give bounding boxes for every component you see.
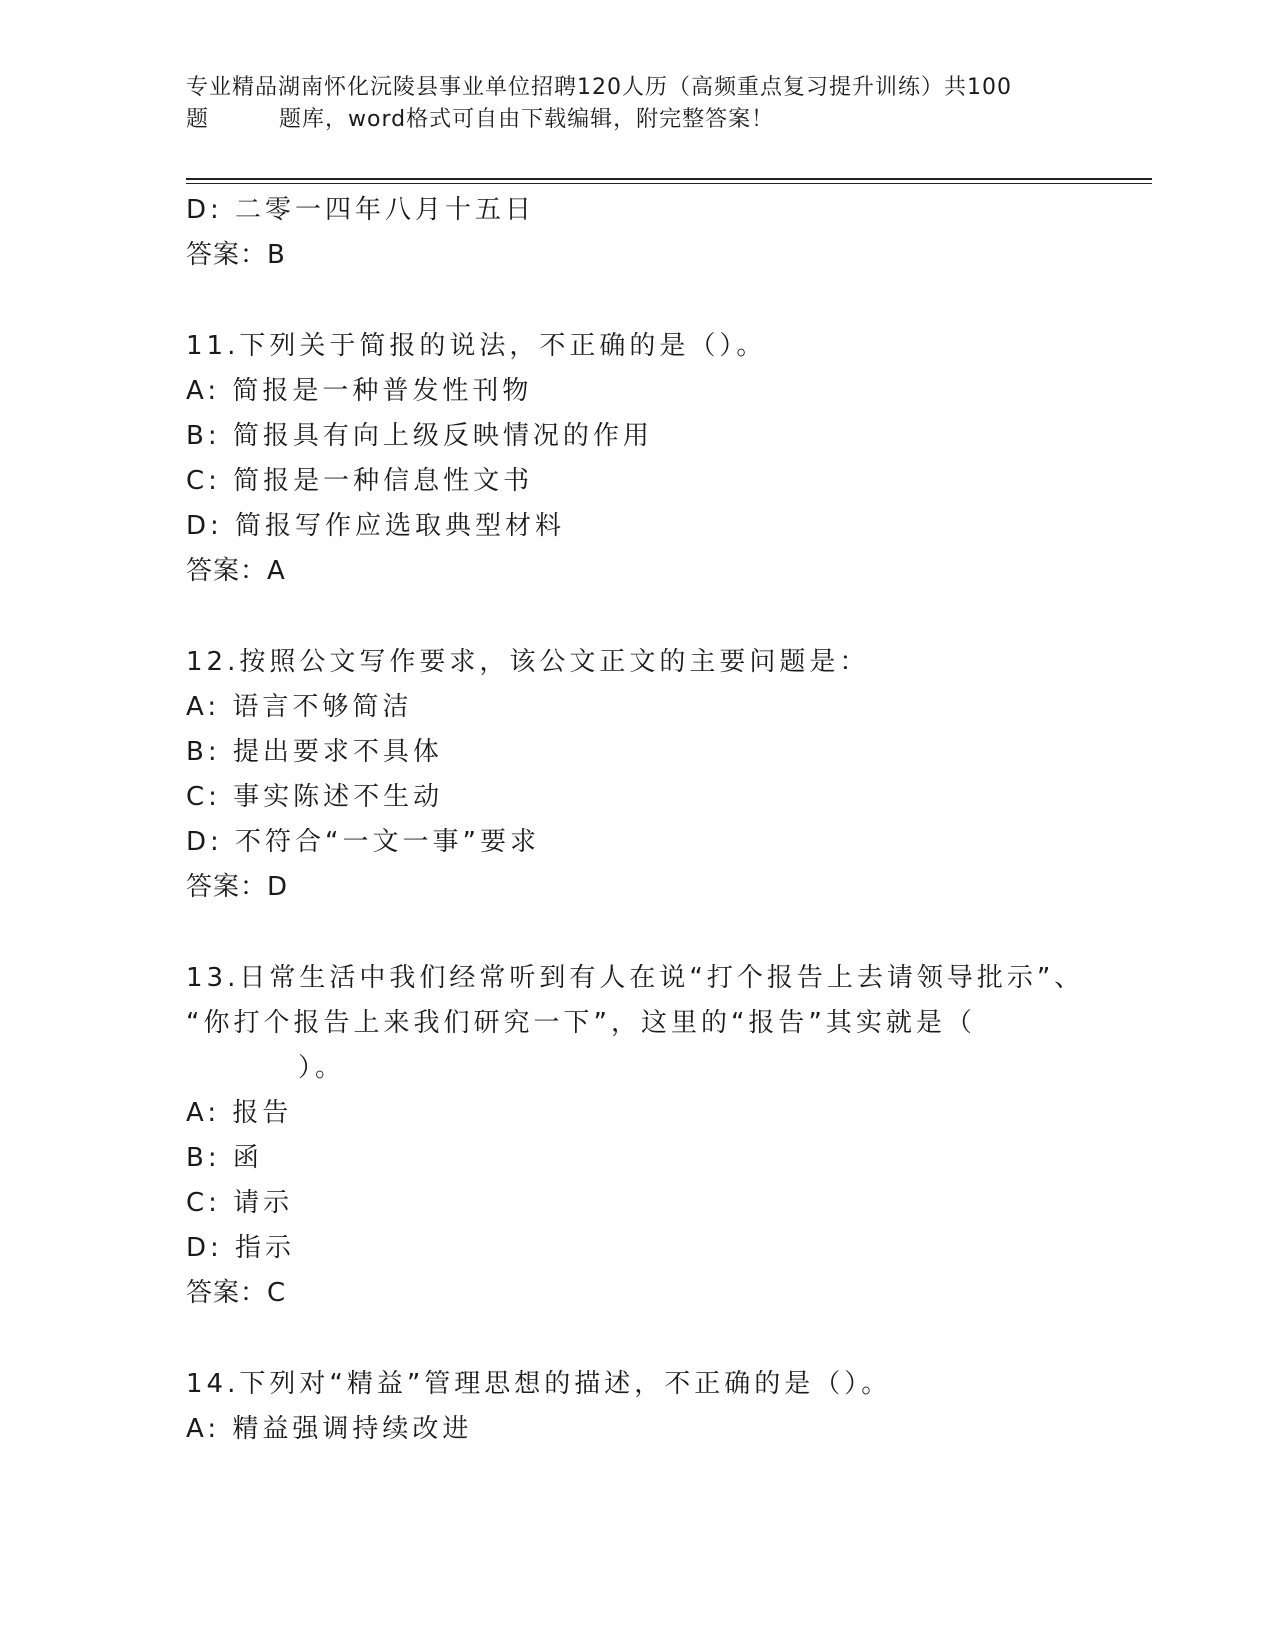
q12-answer: 答案：D [186,872,289,902]
q13-option-d: D: 指示 [186,1233,296,1263]
q13-option-a: A: 报告 [186,1098,293,1128]
q11-option-a: A: 简报是一种普发性刊物 [186,376,533,406]
q12-option-a: A: 语言不够简洁 [186,692,413,722]
q11-answer: 答案：A [186,556,286,586]
q11-option-b: B: 简报具有向上级反映情况的作用 [186,421,653,451]
header-line-1: 专业精品湖南怀化沅陵县事业单位招聘120人历（高频重点复习提升训练）共100 [186,75,1012,100]
q13-stem-line-3: ）。 [298,1053,346,1083]
q12-option-c: C: 事实陈述不生动 [186,782,444,812]
q14-stem: 14.下列对“精益”管理思想的描述，不正确的是（）。 [186,1369,892,1399]
q14-option-a: A: 精益强调持续改进 [186,1414,473,1444]
prev-option-d: D: 二零一四年八月十五日 [186,195,536,225]
header-rule-thick [186,178,1152,180]
q11-option-c: C: 简报是一种信息性文书 [186,466,534,496]
header-line-2 [186,104,1086,136]
header-line-2-rest: 题库，word格式可自由下载编辑，附完整答案！ [279,107,775,132]
q13-option-c: C: 请示 [186,1188,294,1218]
q11-option-d: D: 简报写作应选取典型材料 [186,511,566,541]
q12-option-d: D: 不符合“一文一事”要求 [186,827,540,857]
q13-option-b: B: 函 [186,1143,263,1173]
q13-answer: 答案：C [186,1278,287,1308]
page-header [186,72,1086,136]
q13-stem-line-2: “你打个报告上来我们研究一下”，这里的“报告”其实就是（ [186,1008,976,1038]
q13-stem-line-1: 13.日常生活中我们经常听到有人在说“打个报告上去请领导批示”、 [186,963,1085,993]
q12-option-b: B: 提出要求不具体 [186,737,443,767]
q11-stem: 11.下列关于简报的说法，不正确的是（）。 [186,331,767,361]
header-rule-thin [186,183,1152,184]
header-line-2-start: 题 [186,107,210,132]
prev-answer: 答案：B [186,240,286,270]
question-content [186,188,1086,1452]
q12-stem: 12.按照公文写作要求，该公文正文的主要问题是： [186,647,870,677]
